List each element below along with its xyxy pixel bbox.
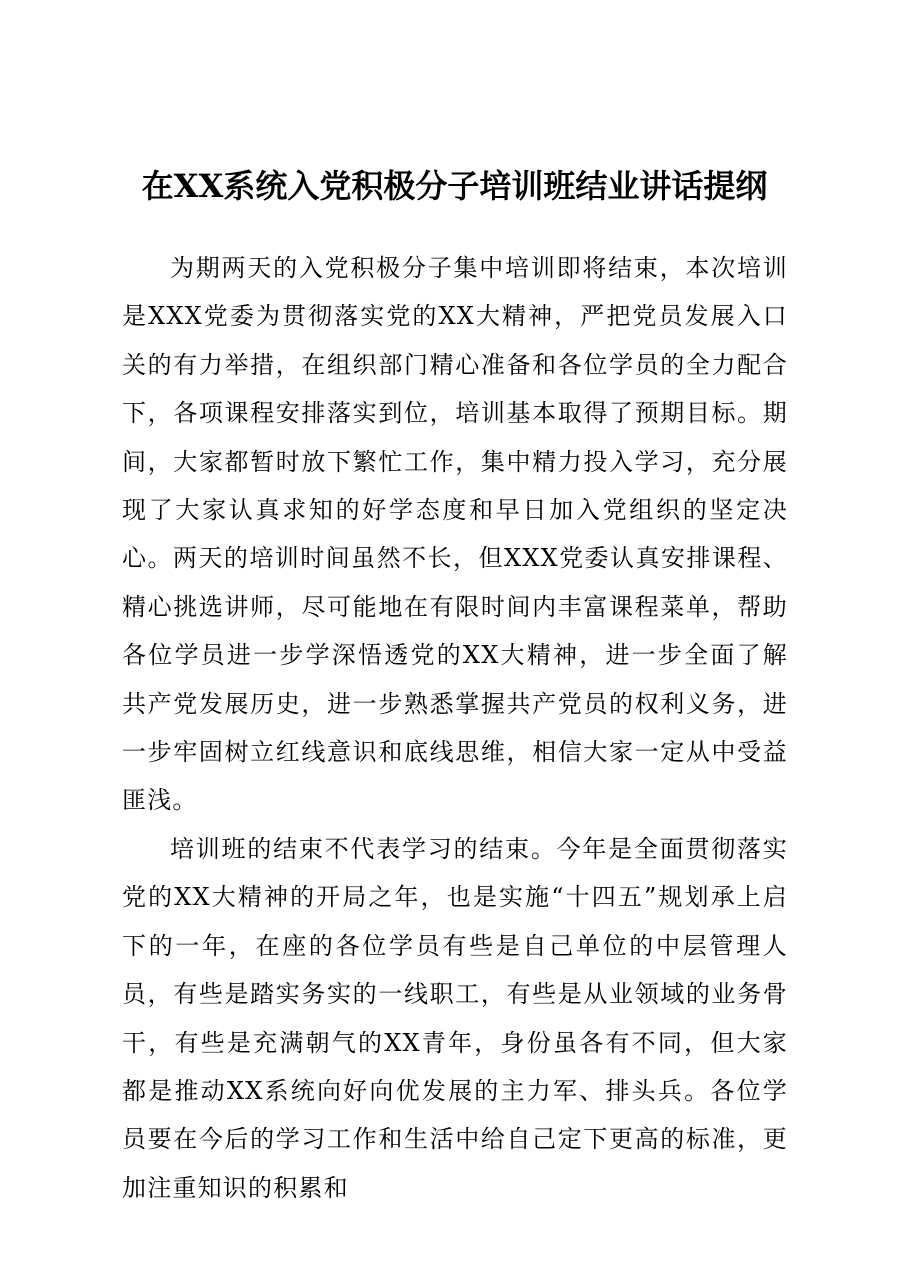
document-body (122, 244, 788, 1212)
paragraph: 为期两天的入党积极分子集中培训即将结束，本次培训是XXX党委为贯彻落实党的XX大精神，严把党员发展入口关的有力举措，在组织部门精心准备和各位学员的全力配合下，各项课程安排落实到位，培训基本取得了预期目标。期间，大家都暂时放下繁忙工作，集中精力投入学习，充分展现了大家认真求知的好学态度和早日加入党组织的坚定决心。两天的培训时间虽然不长，但XXX党委认真安排课程、精心挑选讲师，尽可能地在有限时间内丰富课程菜单，帮助各位学员进一步学深悟透党的XX大精神，进一步全面了解共产党发展历史，进一步熟悉掌握共产党员的权利义务，进一步牢固树立红线意识和底线思维，相信大家一定从中受益匪浅。 (122, 254, 788, 815)
paragraph: 培训班的结束不代表学习的结束。今年是全面贯彻落实党的XX大精神的开局之年，也是实施“十四五”规划承上启下的一年，在座的各位学员有些是自己单位的中层管理人员，有些是踏实务实的一线职工，有些是从业领域的业务骨干，有些是充满朝气的XX青年，身份虽各有不同，但大家都是推动XX系统向好向优发展的主力军、排头兵。各位学员要在今后的学习工作和生活中给自己定下更高的标准，更加注重知识的积累和 (122, 834, 788, 1202)
page-title: 在XX系统入党积极分子培训班结业讲话提纲 (141, 167, 768, 205)
